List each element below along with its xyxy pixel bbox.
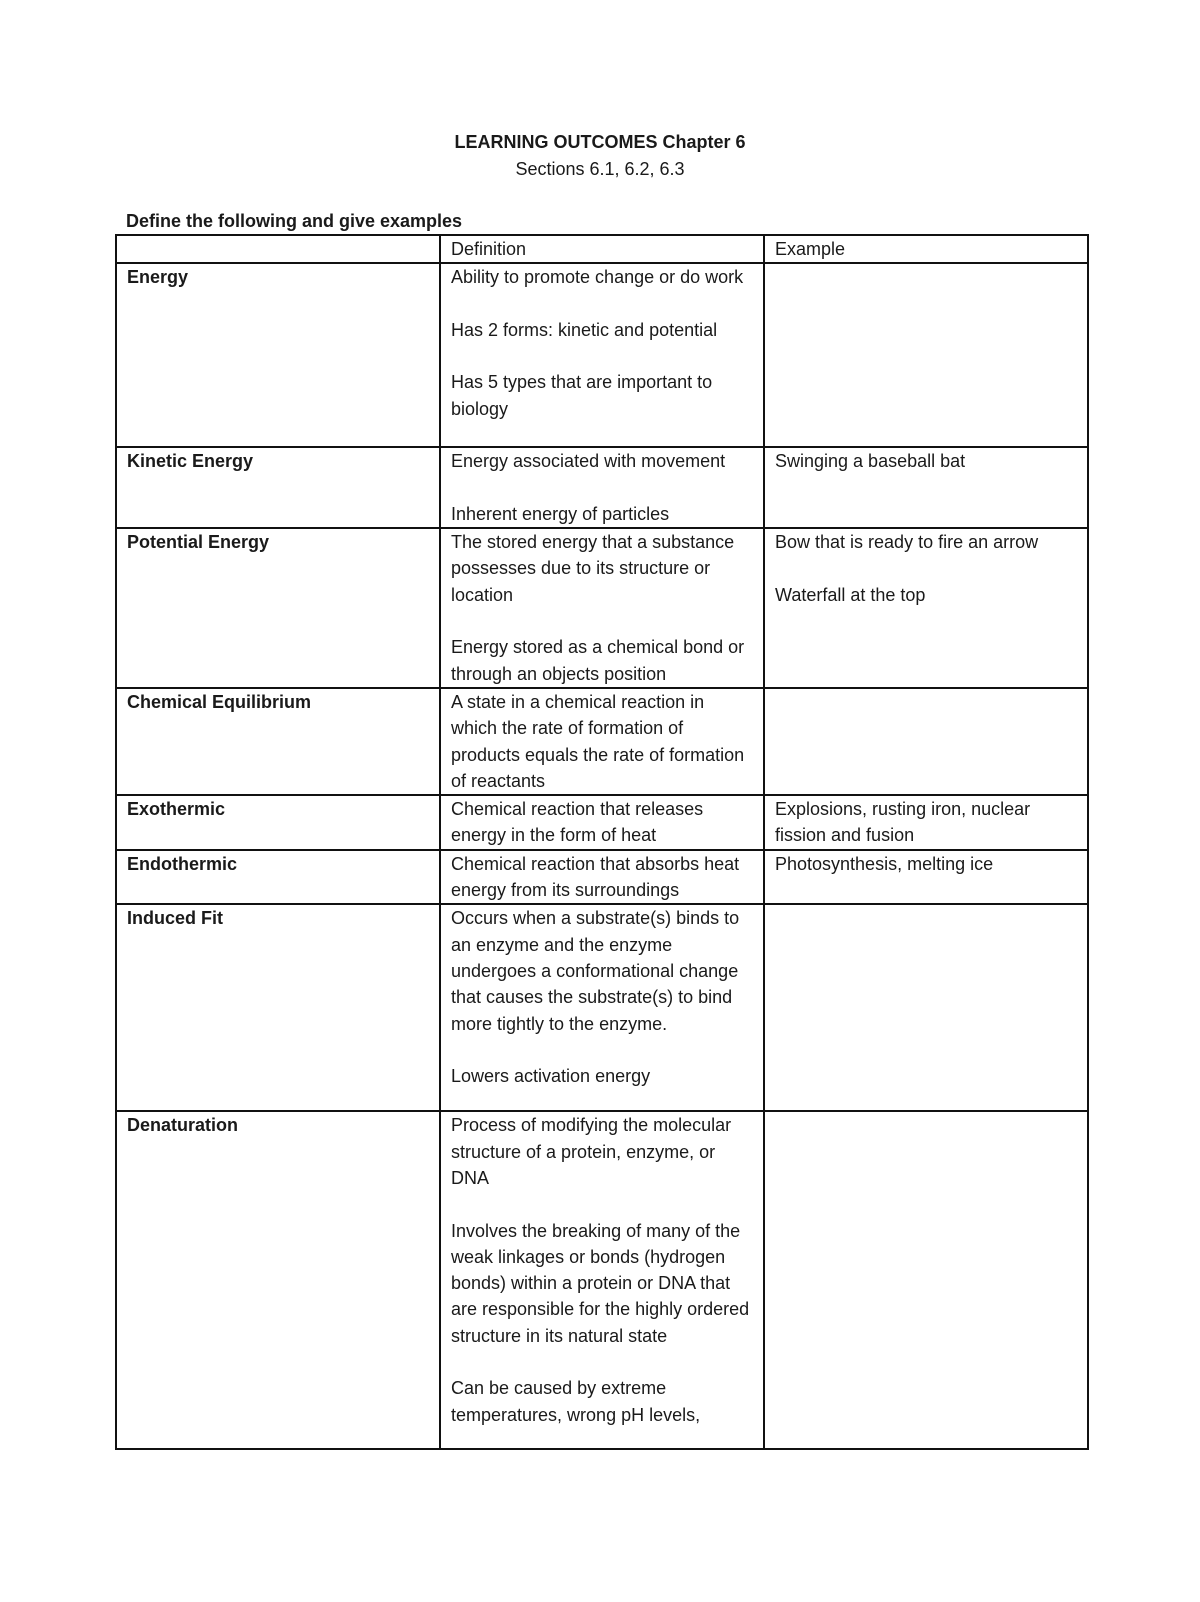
- definition-text: Lowers activation energy: [451, 1066, 651, 1087]
- example-cell: [764, 447, 1088, 528]
- table-row: [116, 528, 1088, 688]
- term-label: Chemical Equilibrium: [127, 691, 312, 712]
- term-cell: [116, 1111, 440, 1449]
- example-cell: [764, 528, 1088, 688]
- definitions-table: [115, 234, 1089, 1450]
- example-text: Swinging a baseball bat: [775, 451, 966, 472]
- table-row: [116, 795, 1088, 850]
- term-label: Potential Energy: [127, 532, 270, 553]
- paragraph-gap: [451, 1037, 753, 1063]
- definition-text: Has 5 types that are important to biology: [451, 372, 713, 419]
- document-title: LEARNING OUTCOMES Chapter 6: [454, 132, 746, 152]
- paragraph-gap: [451, 291, 753, 317]
- header-definition: Definition: [440, 235, 764, 263]
- term-cell: [116, 904, 440, 1111]
- document-subtitle: Sections 6.1, 6.2, 6.3: [515, 159, 685, 179]
- definition-text: Energy stored as a chemical bond or through an objects position: [451, 637, 745, 684]
- example-cell: [764, 850, 1088, 905]
- header-example: Example: [764, 235, 1088, 263]
- paragraph-gap: [451, 343, 753, 369]
- term-cell: [116, 528, 440, 688]
- example-cell: [764, 688, 1088, 795]
- term-cell: [116, 263, 440, 447]
- definition-text: Can be caused by extreme temperatures, wrong pH levels,: [451, 1378, 701, 1425]
- table-row: [116, 904, 1088, 1111]
- definition-text: Occurs when a substrate(s) binds to an enzyme and the enzyme undergoes a conformational change that causes the substrate(s) to bind more tightly to the enzyme.: [451, 908, 740, 1034]
- example-cell: [764, 1111, 1088, 1449]
- term-label: Energy: [127, 267, 189, 288]
- definition-text: Involves the breaking of many of the weak linkages or bonds (hydrogen bonds) within a protein or DNA that are responsible for the highly ordered structure in its natural state: [451, 1220, 750, 1346]
- example-text: Explosions, rusting iron, nuclear fission and fusion: [775, 799, 1031, 846]
- term-cell: [116, 688, 440, 795]
- definition-text: Energy associated with movement: [451, 451, 726, 472]
- definition-cell: [440, 1111, 764, 1449]
- example-cell: [764, 904, 1088, 1111]
- definition-cell: [440, 850, 764, 905]
- definition-text: Chemical reaction that releases energy in the form of heat: [451, 799, 704, 846]
- table-row: [116, 263, 1088, 447]
- definition-text: Inherent energy of particles: [451, 503, 670, 524]
- example-cell: [764, 795, 1088, 850]
- table-row: [116, 447, 1088, 528]
- term-label: Exothermic: [127, 799, 226, 820]
- definition-cell: [440, 904, 764, 1111]
- table-header-row: [116, 235, 1088, 263]
- term-label: Kinetic Energy: [127, 451, 254, 472]
- instruction-text: Define the following and give examples: [126, 211, 463, 231]
- term-cell: [116, 795, 440, 850]
- definition-text: Chemical reaction that absorbs heat energy from its surroundings: [451, 853, 740, 901]
- definition-cell: [440, 263, 764, 447]
- paragraph-gap: [451, 1191, 753, 1217]
- term-cell: [116, 850, 440, 905]
- paragraph-gap: [451, 608, 753, 634]
- table-row: [116, 850, 1088, 905]
- header-term: [116, 235, 440, 263]
- example-text: Bow that is ready to fire an arrow: [775, 532, 1039, 553]
- definition-cell: [440, 795, 764, 850]
- paragraph-gap: [451, 1349, 753, 1375]
- example-text: Photosynthesis, melting ice: [775, 853, 994, 874]
- table-row: [116, 688, 1088, 795]
- example-cell: [764, 263, 1088, 447]
- term-label: Endothermic: [127, 853, 238, 874]
- definition-cell: [440, 688, 764, 795]
- table-row: [116, 1111, 1088, 1449]
- definition-text: A state in a chemical reaction in which the rate of formation of products equals the rate of formation of reactants: [451, 691, 745, 791]
- term-cell: [116, 447, 440, 528]
- paragraph-gap: [775, 555, 1077, 581]
- definition-text: Ability to promote change or do work: [451, 267, 744, 288]
- definition-text: Process of modifying the molecular structure of a protein, enzyme, or DNA: [451, 1115, 732, 1188]
- definition-text: The stored energy that a substance possesses due to its structure or location: [451, 532, 735, 605]
- term-label: Induced Fit: [127, 908, 223, 929]
- definition-cell: [440, 528, 764, 688]
- paragraph-gap: [451, 475, 753, 501]
- term-label: Denaturation: [127, 1115, 239, 1136]
- example-text: Waterfall at the top: [775, 584, 926, 605]
- definition-text: Has 2 forms: kinetic and potential: [451, 319, 718, 340]
- table-body: [116, 263, 1088, 1449]
- definition-cell: [440, 447, 764, 528]
